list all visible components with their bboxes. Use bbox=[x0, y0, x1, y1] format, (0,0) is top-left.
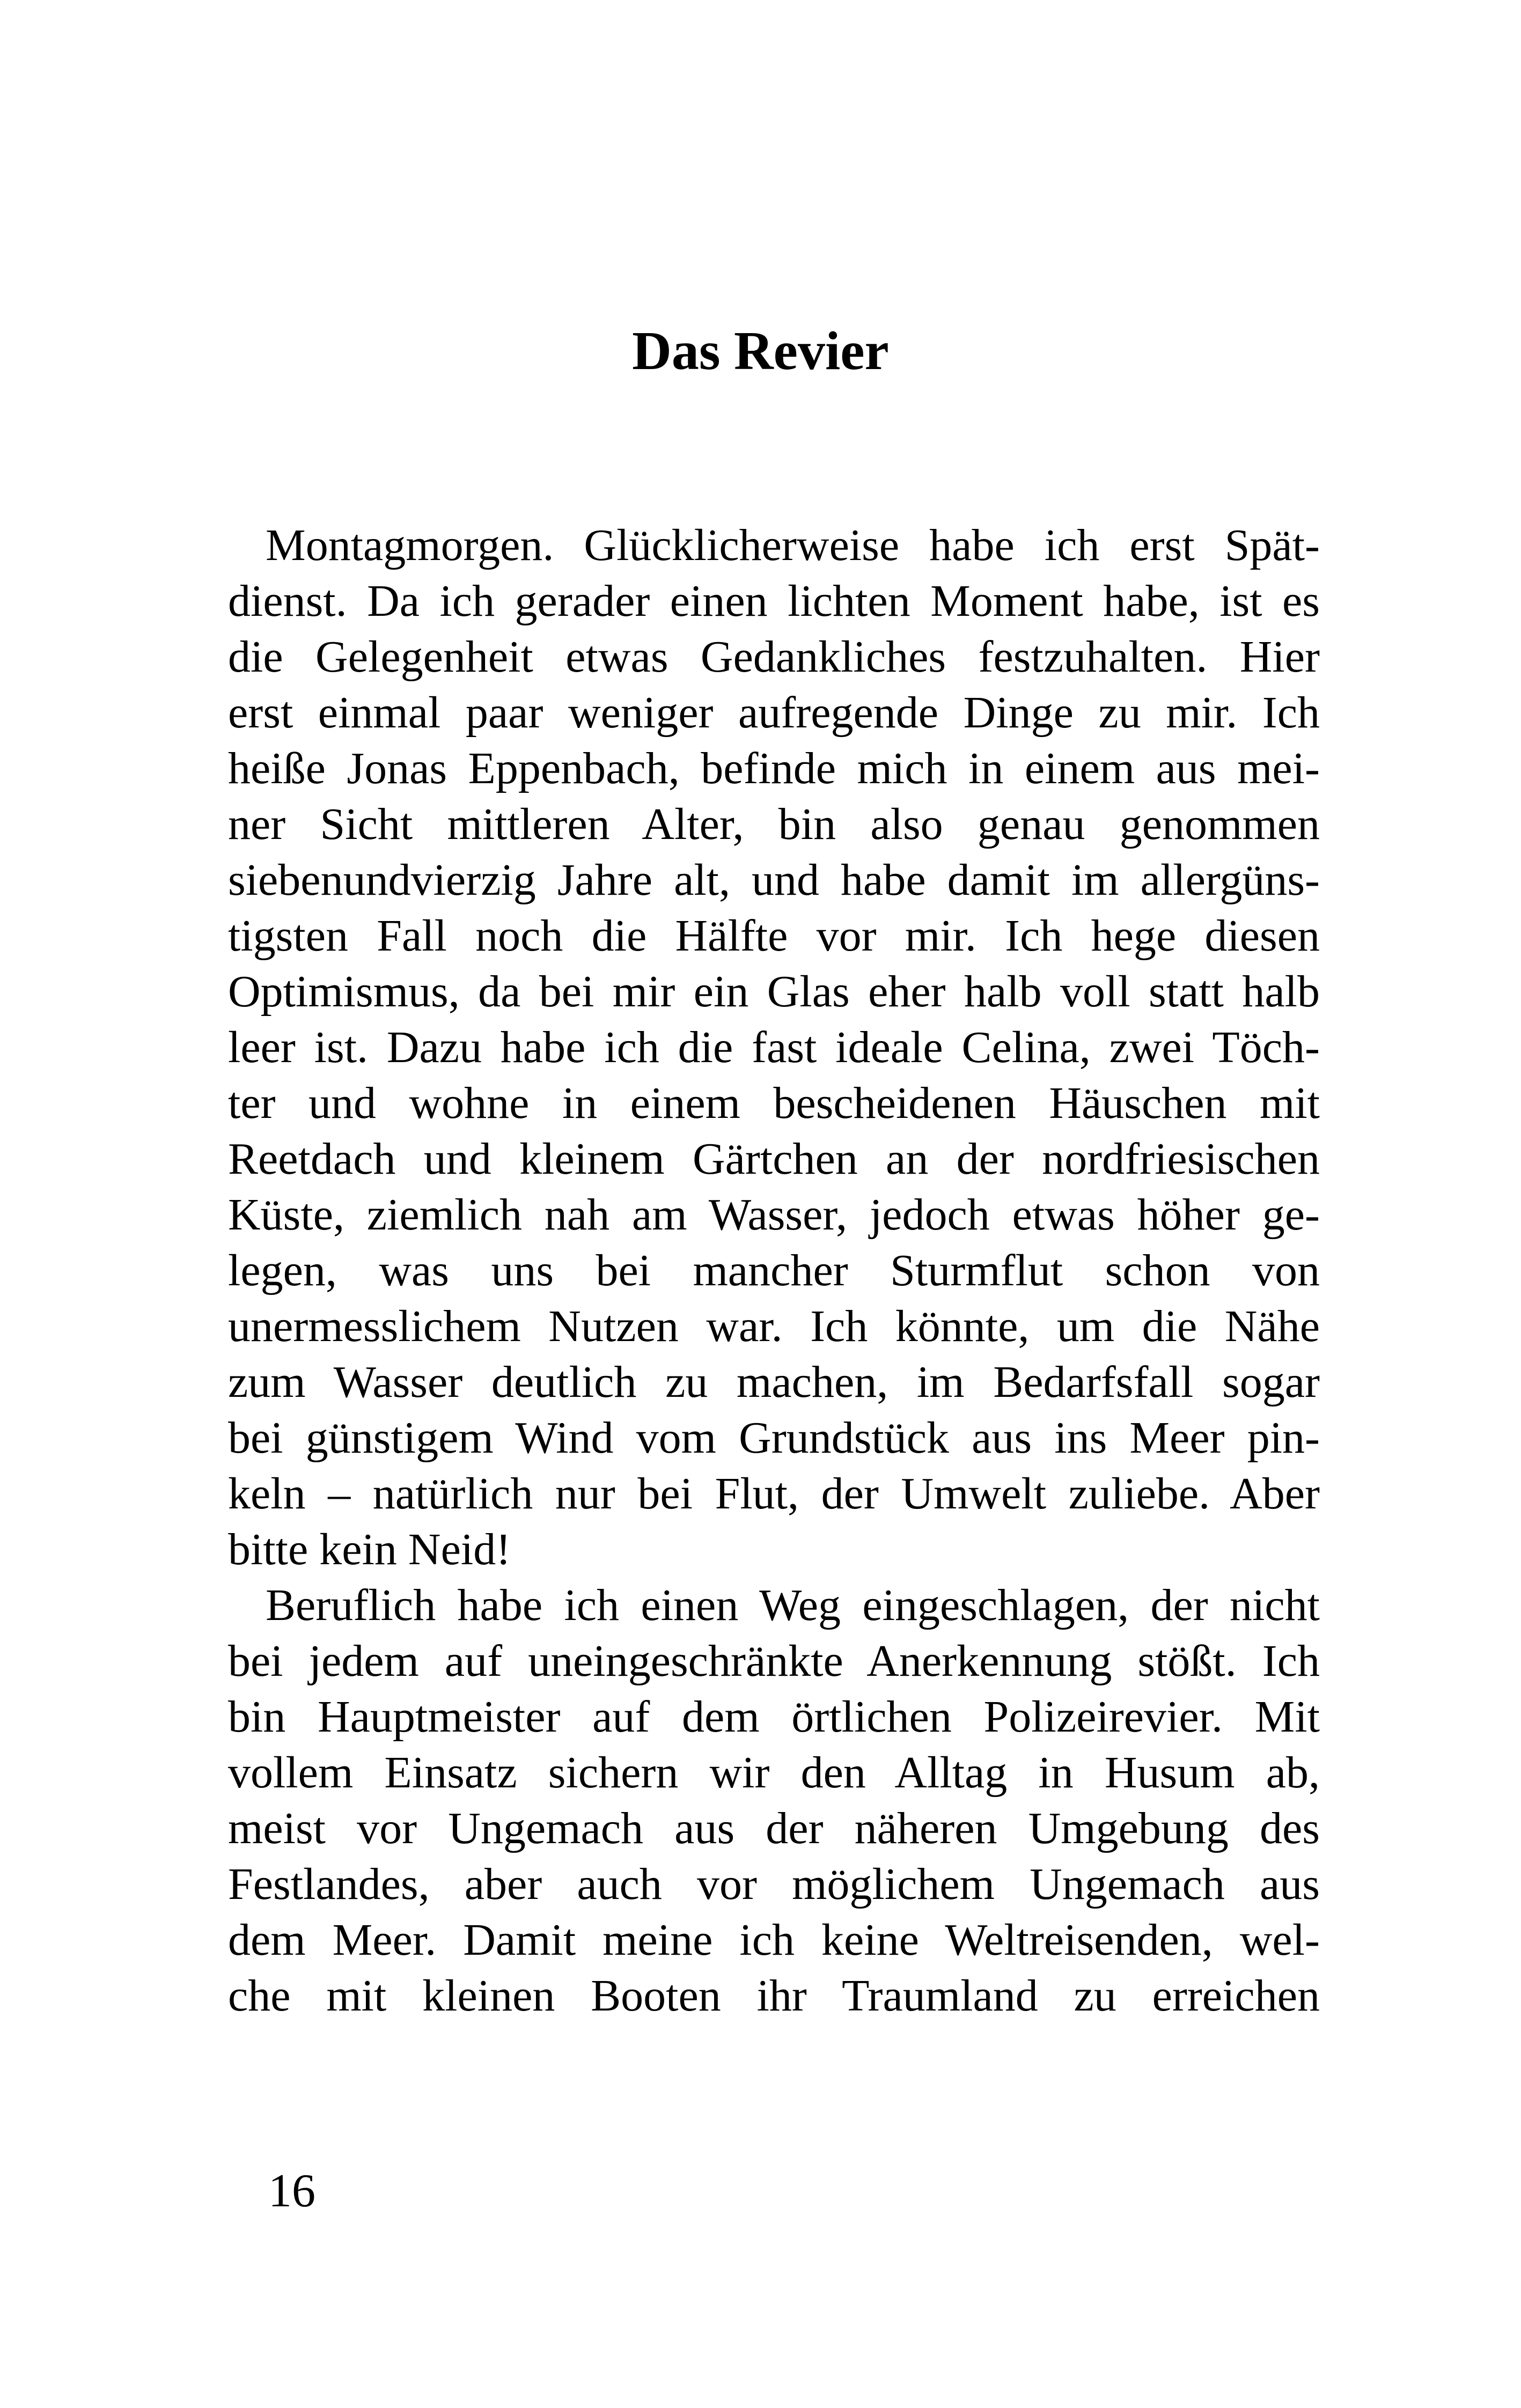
text-line: dienst. Da ich gerader einen lichten Moment habe, ist es bbox=[228, 576, 1320, 626]
body-text bbox=[228, 518, 1320, 2024]
text-line: legen, was uns bei mancher Sturmflut schon von bbox=[228, 1246, 1320, 1295]
text-line: unermesslichem Nutzen war. Ich könnte, um die Nähe bbox=[228, 1301, 1320, 1351]
text-line: meist vor Ungemach aus der näheren Umgebung des bbox=[228, 1803, 1320, 1853]
page-number: 16 bbox=[268, 2165, 315, 2217]
text-line: dem Meer. Damit meine ich keine Weltreisenden, wel- bbox=[228, 1915, 1320, 1965]
text-line: die Gelegenheit etwas Gedankliches festzuhalten. Hier bbox=[228, 632, 1320, 682]
text-line: erst einmal paar weniger aufregende Dinge zu mir. Ich bbox=[228, 688, 1320, 738]
text-line: heiße Jonas Eppenbach, befinde mich in einem aus mei- bbox=[228, 743, 1320, 793]
text-line: zum Wasser deutlich zu machen, im Bedarfsfall sogar bbox=[228, 1357, 1320, 1407]
text-line: ter und wohne in einem bescheidenen Häuschen mit bbox=[228, 1078, 1320, 1128]
text-line: Optimismus, da bei mir ein Glas eher halb voll statt halb bbox=[228, 967, 1320, 1017]
text-line: Festlandes, aber auch vor möglichem Ungemach aus bbox=[228, 1859, 1320, 1909]
text-line: bitte kein Neid! bbox=[228, 1525, 511, 1574]
text-line: leer ist. Dazu habe ich die fast ideale Celina, zwei Töch- bbox=[228, 1022, 1320, 1072]
text-line: keln – natürlich nur bei Flut, der Umwelt zuliebe. Aber bbox=[228, 1469, 1320, 1519]
text-line: siebenundvierzig Jahre alt, und habe damit im allergüns- bbox=[228, 855, 1320, 905]
text-line: ner Sicht mittleren Alter, bin also genau genommen bbox=[228, 799, 1320, 849]
text-line: bin Hauptmeister auf dem örtlichen Polizeirevier. Mit bbox=[228, 1692, 1320, 1742]
chapter-title: Das Revier bbox=[632, 321, 889, 381]
text-line: Beruflich habe ich einen Weg eingeschlagen, der nicht bbox=[266, 1580, 1320, 1630]
text-line: Küste, ziemlich nah am Wasser, jedoch etwas höher ge- bbox=[228, 1190, 1320, 1240]
text-line: che mit kleinen Booten ihr Traumland zu erreichen bbox=[228, 1971, 1320, 2021]
text-line: Reetdach und kleinem Gärtchen an der nordfriesischen bbox=[228, 1134, 1320, 1184]
text-line: bei jedem auf uneingeschränkte Anerkennung stößt. Ich bbox=[228, 1636, 1320, 1686]
text-line: tigsten Fall noch die Hälfte vor mir. Ich hege diesen bbox=[228, 911, 1320, 961]
text-line: Montagmorgen. Glücklicherweise habe ich erst Spät- bbox=[266, 520, 1320, 570]
text-line: bei günstigem Wind vom Grundstück aus ins Meer pin- bbox=[228, 1413, 1320, 1463]
text-line: vollem Einsatz sichern wir den Alltag in Husum ab, bbox=[228, 1748, 1320, 1798]
